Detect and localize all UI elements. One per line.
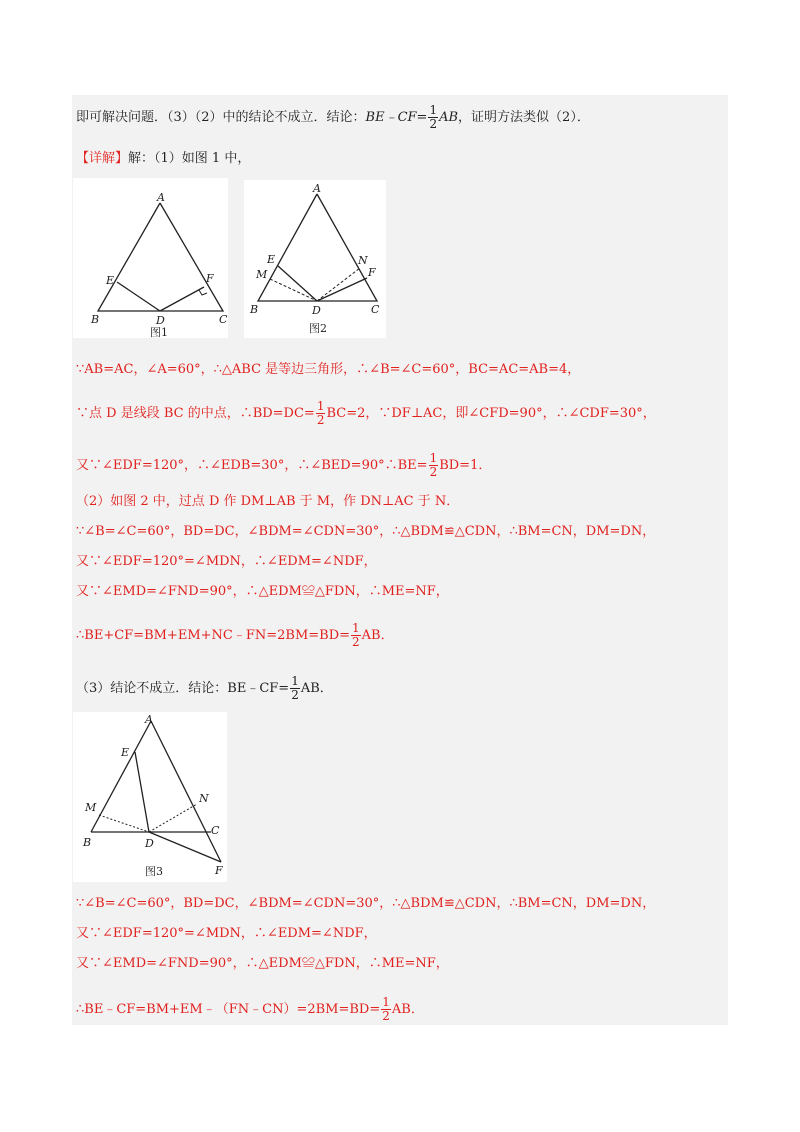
- fig2-label-m: M: [256, 268, 268, 281]
- intro-ab: AB: [439, 110, 459, 125]
- fig3-label-b: B: [83, 836, 92, 849]
- fraction-half: $\frac{1}{2}$: [352, 621, 360, 649]
- fig3-label-e: E: [121, 746, 130, 759]
- intro-expr: BE﹣CF=: [365, 110, 428, 125]
- fig1-label-f: F: [206, 272, 214, 285]
- fig3-label-d: D: [145, 837, 154, 850]
- fig1-label-d: D: [156, 314, 165, 327]
- figure-3: [73, 712, 227, 882]
- part2-line3: 又∵∠EDF=120°=∠MDN，∴∠EDM=∠NDF，: [76, 554, 377, 569]
- fraction-half: $\frac{1}{2}$: [291, 674, 299, 702]
- fig2-label-e: E: [267, 253, 276, 266]
- fraction-half: $\frac{1}{2}$: [316, 399, 325, 427]
- fig2-label-d: D: [312, 304, 321, 317]
- fraction-half: $\frac{1}{2}$: [429, 451, 438, 479]
- fig3-label-m: M: [85, 801, 97, 814]
- intro-line: [76, 104, 590, 131]
- part3-line1: （3）结论不成立．结论：BE﹣CF= $\frac{1}{2}$ AB．: [76, 674, 333, 702]
- intro-post: ，证明方法类似（2）．: [458, 110, 590, 125]
- intro-pre: 即可解决问题．（3）（2）中的结论不成立．结论：: [76, 110, 366, 125]
- part3-line3: 又∵∠EDF=120°=∠MDN，∴∠EDM=∠NDF，: [76, 926, 377, 941]
- fig1-caption: 图1: [150, 326, 168, 338]
- fig3-label-a: A: [145, 713, 153, 726]
- fraction-half: $\frac{1}{2}$: [429, 103, 438, 131]
- fig2-label-f: F: [368, 266, 376, 279]
- fig2-label-a: A: [313, 182, 321, 195]
- fig1-label-c: C: [219, 313, 228, 326]
- detail-label: 【详解】: [76, 151, 129, 166]
- part2-line5: ∴BE+CF=BM+EM+NC﹣FN=2BM=BD= $\frac{1}{2}$ AB．: [76, 621, 394, 649]
- fig2-caption: 图2: [309, 322, 327, 335]
- fig3-caption: 图3: [145, 865, 163, 878]
- fraction-half: $\frac{1}{2}$: [382, 995, 390, 1023]
- fig2-label-n: N: [358, 254, 368, 267]
- fig1-label-a: A: [157, 191, 165, 204]
- part2-line2: ∵∠B=∠C=60°，BD=DC，∠BDM=∠CDN=30°，∴△BDM≌△CDN，∴BM=CN，DM=DN，: [76, 524, 656, 539]
- fig3-label-n: N: [199, 792, 209, 805]
- part3-line4: 又∵∠EMD=∠FND=90°，∴△EDM≌△FDN，∴ME=NF，: [76, 956, 449, 971]
- fig3-label-c: C: [211, 824, 220, 837]
- figure-2: [244, 180, 386, 338]
- detail-text: 解：（1）如图 1 中，: [128, 151, 251, 166]
- part1-line1: ∵AB=AC，∠A=60°，∴△ABC 是等边三角形，∴∠B=∠C=60°，BC=AC=AB=4，: [76, 362, 581, 377]
- part2-line1: （2）如图 2 中，过点 D 作 DM⊥AB 于 M，作 DN⊥AC 于 N．: [76, 494, 460, 509]
- fig2-label-c: C: [371, 303, 380, 316]
- part2-line4: 又∵∠EMD=∠FND=90°，∴△EDM≌△FDN，∴ME=NF，: [76, 584, 449, 599]
- part1-line2: ∵点 D 是线段 BC 的中点，∴BD=DC= $\frac{1}{2}$ BC=2，∵DF⊥AC，即∠CFD=90°，∴∠CDF=30°，: [76, 399, 656, 427]
- part1-line3: 又∵∠EDF=120°，∴∠EDB=30°，∴∠BED=90°∴BE= $\frac{1}{2}$ BD=1．: [76, 451, 492, 479]
- figure-1: [73, 178, 228, 338]
- part3-line5: ∴BE﹣CF=BM+EM﹣（FN﹣CN）=2BM=BD= $\frac{1}{2}$ AB．: [76, 995, 424, 1023]
- fig1-label-e: E: [106, 274, 115, 287]
- fig2-label-b: B: [250, 303, 259, 316]
- part3-line2: ∵∠B=∠C=60°，BD=DC，∠BDM=∠CDN=30°，∴△BDM≌△CDN，∴BM=CN，DM=DN，: [76, 896, 656, 911]
- fig3-label-f: F: [215, 864, 223, 877]
- detail-heading: [76, 150, 250, 168]
- fig1-label-b: B: [91, 313, 100, 326]
